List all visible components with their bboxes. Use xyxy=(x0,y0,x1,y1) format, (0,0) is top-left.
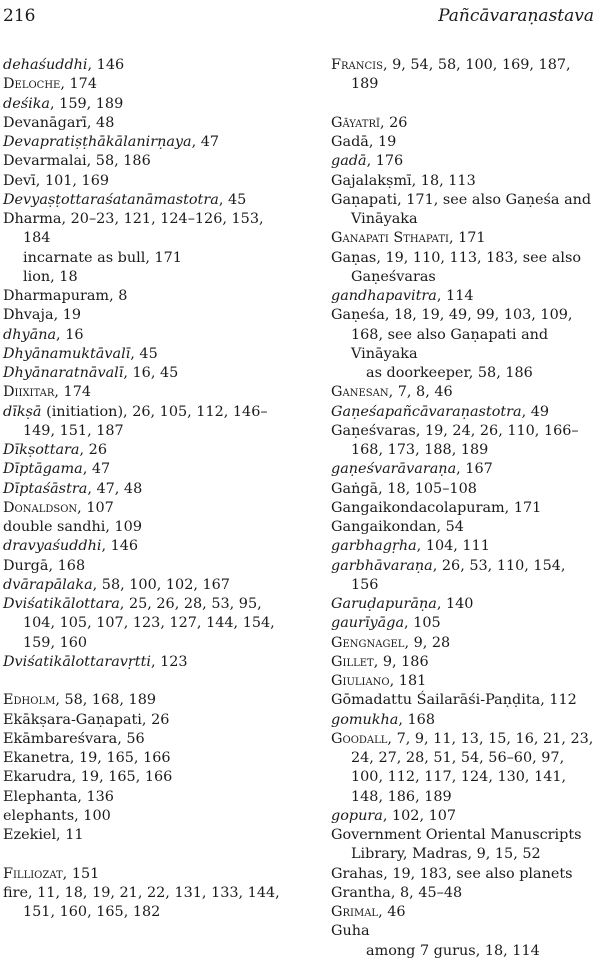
index-term: as doorkeeper xyxy=(366,365,469,381)
index-locators: , 11 xyxy=(56,827,84,843)
index-entry xyxy=(331,383,597,402)
index-locators: , 136 xyxy=(77,788,114,805)
index-entry xyxy=(331,865,597,884)
index-term: Garuḍapurāṇa xyxy=(331,596,437,612)
index-entry xyxy=(331,730,597,807)
index-term: elephants xyxy=(3,807,75,824)
index-locators: , 58, 186 xyxy=(468,365,533,381)
index-entry xyxy=(331,614,597,633)
index-entry xyxy=(3,460,295,479)
index-entry xyxy=(3,480,295,499)
index-entry xyxy=(331,691,597,710)
index-locators: , 45 xyxy=(218,191,247,208)
index-locators: , 8, 45–48 xyxy=(390,884,463,901)
index-entry xyxy=(3,95,295,114)
index-entry xyxy=(3,807,295,826)
index-entry xyxy=(3,114,295,133)
index-term: lion xyxy=(23,268,51,285)
index-entry xyxy=(3,75,295,94)
index-locators: , 109 xyxy=(105,519,142,535)
index-locators: , 18, 105–108 xyxy=(378,480,477,497)
index-entry xyxy=(331,306,597,364)
index-term: Dīptaśāstra xyxy=(3,480,88,497)
index-entry xyxy=(331,403,597,422)
index-term: Gangaikondacolapuram xyxy=(331,499,505,516)
index-locators: , 146 xyxy=(87,57,125,73)
index-locators: , 19 xyxy=(368,134,397,150)
index-entry xyxy=(3,576,295,595)
index-term: Ezekiel xyxy=(3,827,57,843)
index-locators: , 18, 19, 49, 99, 103, 109, 168, see also Gaṇapati and Vināyaka xyxy=(351,307,573,362)
index-locators: , 151 xyxy=(62,865,100,882)
index-term: Devapratiṣṭhākālanirṇaya xyxy=(3,134,192,150)
index-locators: , 47 xyxy=(191,134,220,150)
index-locators: , 7, 8, 46 xyxy=(388,384,453,401)
index-locators: , 58, 186 xyxy=(86,153,151,170)
index-locators: , 167 xyxy=(456,461,493,478)
index-locators: (initiation), 26, 105, 112, 146–149, 151, 187 xyxy=(23,403,268,439)
page-header xyxy=(0,6,600,32)
index-column-right xyxy=(331,56,597,961)
index-locators: , 26, 53, 110, 154, 156 xyxy=(351,557,566,593)
index-entry xyxy=(331,364,597,383)
index-term: Giuliano xyxy=(331,673,390,689)
index-locators: , 9, 186 xyxy=(373,653,429,670)
index-entry xyxy=(3,172,295,191)
index-entry xyxy=(331,114,597,133)
index-locators: , 20–23, 121, 124–126, 153, 184 xyxy=(23,211,264,247)
index-entry xyxy=(3,152,295,171)
index-locators: , 101, 169 xyxy=(35,172,110,189)
index-entry xyxy=(331,152,597,171)
index-term: Elephanta xyxy=(3,788,78,805)
index-term: Gillet xyxy=(331,653,374,670)
index-locators: , 19 xyxy=(53,307,82,324)
index-locators: , 174 xyxy=(54,384,92,401)
index-term: Gaṇeśvaras xyxy=(331,422,416,439)
index-term: garbhagṛha xyxy=(331,538,417,555)
index-term: Devyaṣṭottaraśatanāmastotra xyxy=(3,191,219,208)
index-entry xyxy=(331,884,597,903)
index-entry xyxy=(3,306,295,325)
index-term: deśika xyxy=(3,95,51,112)
index-entry xyxy=(3,268,295,287)
index-locators: , 11, 18, 19, 21, 22, 131, 133, 144, 151, 160, 165, 182 xyxy=(23,884,280,920)
index-term: gopura xyxy=(331,807,383,824)
index-term: gandhapavitra xyxy=(331,288,437,304)
index-term: among 7 gurus xyxy=(366,942,476,959)
index-locators: , 26 xyxy=(379,114,408,131)
index-locators: , 171 xyxy=(145,249,182,266)
index-entry xyxy=(3,865,295,884)
index-term: Dīkṣottara xyxy=(3,442,80,458)
index-term: Dharma xyxy=(3,211,62,227)
index-entry xyxy=(3,249,295,268)
page-number: 216 xyxy=(3,6,36,26)
index-locators: , 174 xyxy=(60,76,97,93)
index-entry xyxy=(331,172,597,191)
index-term: Dviśatikālottaravṛtti xyxy=(3,653,151,670)
index-locators: , 9, 15, 52 xyxy=(467,846,541,863)
index-entry xyxy=(331,557,597,596)
index-term: Ganapati Sthapati xyxy=(331,230,449,247)
index-term: double sandhi xyxy=(3,519,106,535)
index-term: Devarmalai xyxy=(3,153,87,170)
index-entry xyxy=(3,133,295,152)
index-entry xyxy=(331,287,597,306)
index-entry xyxy=(3,364,295,383)
index-locators: , 19, 110, 113, 183, see also Gaṇeśvaras xyxy=(351,249,581,285)
index-term: Filliozat xyxy=(3,865,63,882)
index-entry xyxy=(3,711,295,730)
index-entry xyxy=(3,345,295,364)
index-locators: , 176 xyxy=(366,153,404,170)
index-term: Dhvaja xyxy=(3,307,54,324)
index-entry xyxy=(3,518,295,537)
index-term: Gaṇeśapañcāvaraṇastotra xyxy=(331,403,522,420)
index-locators: , 58, 168, 189 xyxy=(55,692,157,709)
index-entry xyxy=(331,499,597,518)
index-term: Dharmapuram xyxy=(3,288,110,304)
index-entry xyxy=(3,441,295,460)
index-entry xyxy=(331,191,597,230)
index-term: Gengnagel xyxy=(331,634,405,651)
index-term: Government Oriental Manuscripts Library, Madras xyxy=(331,827,582,863)
index-term: Donaldson xyxy=(3,499,78,516)
index-locators: , 48 xyxy=(86,114,115,131)
index-entry xyxy=(331,807,597,826)
index-locators: , 16 xyxy=(56,326,84,343)
index-entry xyxy=(331,595,597,614)
index-locators: , 171 xyxy=(448,230,486,247)
index-term: gadā xyxy=(331,153,367,170)
index-entry xyxy=(3,730,295,749)
index-term: Devanāgarī xyxy=(3,114,87,131)
index-term: Deloche xyxy=(3,76,61,93)
index-term: Francis xyxy=(331,57,383,73)
index-locators: , 26 xyxy=(141,711,170,728)
index-term: Diixitar xyxy=(3,384,55,401)
index-locators: , 140 xyxy=(436,596,474,612)
index-term: Dīptāgama xyxy=(3,461,83,478)
index-entry xyxy=(331,480,597,499)
index-locators: , 18, 113 xyxy=(411,172,476,189)
index-term: Edholm xyxy=(3,692,56,709)
index-term: Goodall xyxy=(331,730,388,747)
index-locators: , 159, 189 xyxy=(50,95,124,112)
index-locators: , 168 xyxy=(48,557,86,574)
index-term: Gajalakṣmī xyxy=(331,172,412,189)
index-entry xyxy=(331,826,597,865)
index-entry xyxy=(331,422,597,461)
index-locators: , 168 xyxy=(398,711,435,728)
index-locators: , 104, 111 xyxy=(416,538,490,555)
index-locators: , 46 xyxy=(378,904,406,920)
index-column-left xyxy=(3,56,295,922)
index-term: dehaśuddhi xyxy=(3,57,88,73)
index-locators: , 8 xyxy=(109,288,128,304)
index-term: Gāyatrī xyxy=(331,114,380,131)
index-locators: , 56 xyxy=(117,730,145,747)
index-entry xyxy=(3,383,295,402)
index-locators: , 49 xyxy=(521,403,550,420)
index-term: Ekākṣara-Gaṇapati xyxy=(3,711,142,728)
index-entry xyxy=(331,922,597,941)
index-entry xyxy=(331,653,597,672)
index-entry xyxy=(3,788,295,807)
index-locators: , 171 xyxy=(504,499,542,516)
index-locators: , 45 xyxy=(130,345,158,362)
index-entry xyxy=(3,691,295,710)
index-entry xyxy=(331,249,597,288)
index-term: Ganesan xyxy=(331,384,389,401)
index-locators: , 112 xyxy=(540,692,577,709)
index-locators: , 19, 165, 166 xyxy=(69,750,171,766)
index-term: Gaṇas xyxy=(331,249,377,266)
index-locators: , 18, 114 xyxy=(475,942,540,959)
index-locators: , 107 xyxy=(77,499,114,516)
index-locators: , 105 xyxy=(404,615,441,632)
index-term: Dviśatikālottara xyxy=(3,596,120,612)
index-term: gaurīyāga xyxy=(331,615,405,632)
index-term: Guha xyxy=(331,923,370,940)
index-locators: , 18 xyxy=(50,268,78,285)
index-locators: , 25, 26, 28, 53, 95, 104, 105, 107, 123, 127, 144, 154, 159, 160 xyxy=(23,596,275,651)
index-term: Ekarudra xyxy=(3,769,72,786)
index-entry xyxy=(3,403,295,442)
index-locators: , 47 xyxy=(82,461,111,478)
index-entry xyxy=(331,537,597,556)
index-term: dhyāna xyxy=(3,326,57,343)
index-term: Ekāmbareśvara xyxy=(3,730,118,747)
index-term: Grahas xyxy=(331,865,384,882)
index-entry xyxy=(3,749,295,768)
index-locators: , 114 xyxy=(436,288,474,304)
index-term: Durgā xyxy=(3,557,49,574)
index-term: garbhāvaraṇa xyxy=(331,557,433,574)
index-entry xyxy=(331,229,597,248)
index-entry xyxy=(3,326,295,345)
index-term: Gangaikondan xyxy=(331,519,437,535)
index-term: dīkṣā xyxy=(3,403,42,420)
index-entry xyxy=(3,653,295,672)
index-locators: , 7, 9, 11, 13, 15, 16, 21, 23, 24, 27, 28, 51, 54, 56–60, 97, 100, 112, 117, 124, 130, 141, 148, 186, 189 xyxy=(351,730,594,805)
index-term: gomukha xyxy=(331,711,399,728)
index-term: dravyaśuddhi xyxy=(3,538,102,555)
index-entry xyxy=(3,537,295,556)
index-entry xyxy=(331,133,597,152)
index-locators: , 123 xyxy=(150,653,188,670)
index-term: fire xyxy=(3,884,28,901)
index-entry xyxy=(3,595,295,653)
index-locators: , 171, see also Gaṇeśa and Vināyaka xyxy=(351,191,592,227)
index-entry xyxy=(3,210,295,249)
index-term: Devī xyxy=(3,172,36,189)
index-entry xyxy=(331,903,597,922)
index-term: Grantha xyxy=(331,884,391,901)
index-entry xyxy=(3,499,295,518)
index-entry xyxy=(3,826,295,845)
index-entry xyxy=(3,884,295,923)
index-entry xyxy=(331,672,597,691)
index-locators: , 19, 183, see also planets xyxy=(383,865,573,882)
index-entry xyxy=(3,287,295,306)
index-entry xyxy=(331,634,597,653)
index-term: dvārapālaka xyxy=(3,576,93,593)
index-locators: , 19, 165, 166 xyxy=(71,769,173,786)
index-term: Gaṇeśa xyxy=(331,307,385,324)
index-entry xyxy=(3,56,295,75)
index-locators: , 102, 107 xyxy=(382,807,457,824)
index-locators: , 9, 54, 58, 100, 169, 187, 189 xyxy=(351,57,571,93)
index-term: Grimal xyxy=(331,904,379,920)
index-locators: , 9, 28 xyxy=(404,634,451,651)
index-locators: , 16, 45 xyxy=(123,365,179,381)
index-locators: , 181 xyxy=(389,673,427,689)
index-locators: , 26 xyxy=(79,442,107,458)
index-term: Gaṇapati xyxy=(331,191,398,208)
index-term: gaṇeśvarāvaraṇa xyxy=(331,461,457,478)
index-entry xyxy=(331,56,597,95)
index-entry xyxy=(3,557,295,576)
index-locators: , 19, 24, 26, 110, 166–168, 173, 188, 189 xyxy=(351,422,579,458)
index-locators: , 58, 100, 102, 167 xyxy=(92,576,230,593)
index-locators: , 47, 48 xyxy=(87,480,143,497)
running-title: Pañcāvaraṇastava xyxy=(438,6,594,26)
index-locators: , 146 xyxy=(101,538,139,555)
index-locators: , 54 xyxy=(436,519,464,535)
index-entry xyxy=(331,460,597,479)
index-term: Dhyānaratnāvalī xyxy=(3,365,124,381)
index-term: Gōmadattu Śailarāśi-Paṇḍita xyxy=(331,692,541,709)
index-entry xyxy=(331,518,597,537)
index-locators: , 100 xyxy=(74,807,111,824)
index-entry xyxy=(331,711,597,730)
index-entry xyxy=(3,191,295,210)
index-term: Gadā xyxy=(331,134,369,150)
index-term: Gaṅgā xyxy=(331,480,379,497)
index-term: incarnate as bull xyxy=(23,249,146,266)
index-entry xyxy=(331,942,597,961)
index-entry xyxy=(3,768,295,787)
index-term: Dhyānamuktāvalī xyxy=(3,345,131,362)
index-term: Ekanetra xyxy=(3,750,70,766)
